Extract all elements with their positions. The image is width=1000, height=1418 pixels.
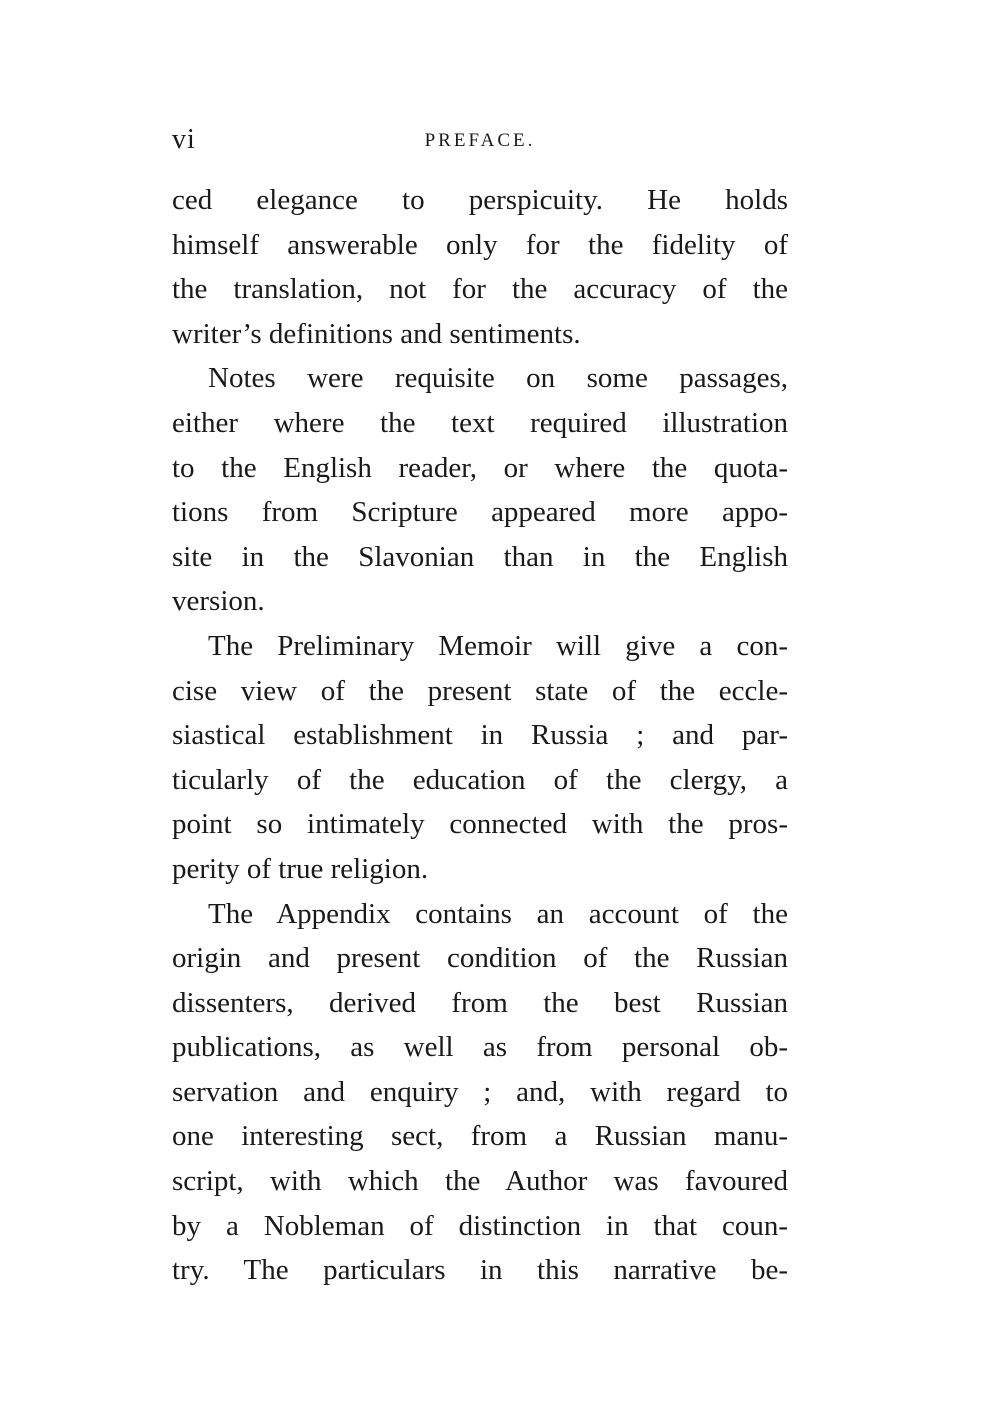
text-line: The Preliminary Memoir will give a con- bbox=[208, 629, 788, 662]
paragraph-1 bbox=[172, 178, 788, 356]
text-line: perity of true religion. bbox=[172, 852, 429, 885]
text-line: origin and present condition of the Russian bbox=[172, 942, 788, 975]
page-number: vi bbox=[172, 124, 196, 155]
text-line: dissenters, derived from the best Russian bbox=[172, 986, 788, 1019]
page-header bbox=[172, 124, 788, 164]
text-line: servation and enquiry ; and, with regard to bbox=[172, 1075, 788, 1108]
text-line: version. bbox=[172, 585, 265, 618]
text-line: tions from Scripture appeared more appo- bbox=[172, 496, 788, 529]
text-line: site in the Slavonian than in the English bbox=[172, 540, 788, 573]
text-line: the translation, not for the accuracy of the bbox=[172, 273, 788, 306]
text-line: try. The particulars in this narrative be- bbox=[172, 1254, 788, 1287]
text-line: one interesting sect, from a Russian manu- bbox=[172, 1120, 788, 1153]
text-line: siastical establishment in Russia ; and par- bbox=[172, 719, 788, 752]
body-text bbox=[172, 178, 788, 1293]
text-line: writer’s definitions and sentiments. bbox=[172, 317, 581, 350]
text-line: The Appendix contains an account of the bbox=[208, 897, 788, 930]
text-line: publications, as well as from personal ob- bbox=[172, 1031, 788, 1064]
text-line: either where the text required illustration bbox=[172, 406, 788, 439]
paragraph-2 bbox=[172, 356, 788, 624]
text-line: ced elegance to perspicuity. He holds bbox=[172, 184, 788, 216]
text-line: ticularly of the education of the clergy, a bbox=[172, 763, 788, 796]
paragraph-3 bbox=[172, 624, 788, 892]
text-line: point so intimately connected with the pros- bbox=[172, 808, 788, 841]
text-line: himself answerable only for the fidelity of bbox=[172, 228, 788, 261]
text-line: cise view of the present state of the eccle- bbox=[172, 674, 788, 707]
running-head: PREFACE. bbox=[424, 130, 536, 151]
text-line: by a Nobleman of distinction in that coun- bbox=[172, 1209, 788, 1242]
text-line: Notes were requisite on some passages, bbox=[208, 362, 788, 395]
text-line: script, with which the Author was favoured bbox=[172, 1165, 788, 1198]
paragraph-4 bbox=[172, 892, 788, 1293]
text-line: to the English reader, or where the quota- bbox=[172, 451, 788, 484]
